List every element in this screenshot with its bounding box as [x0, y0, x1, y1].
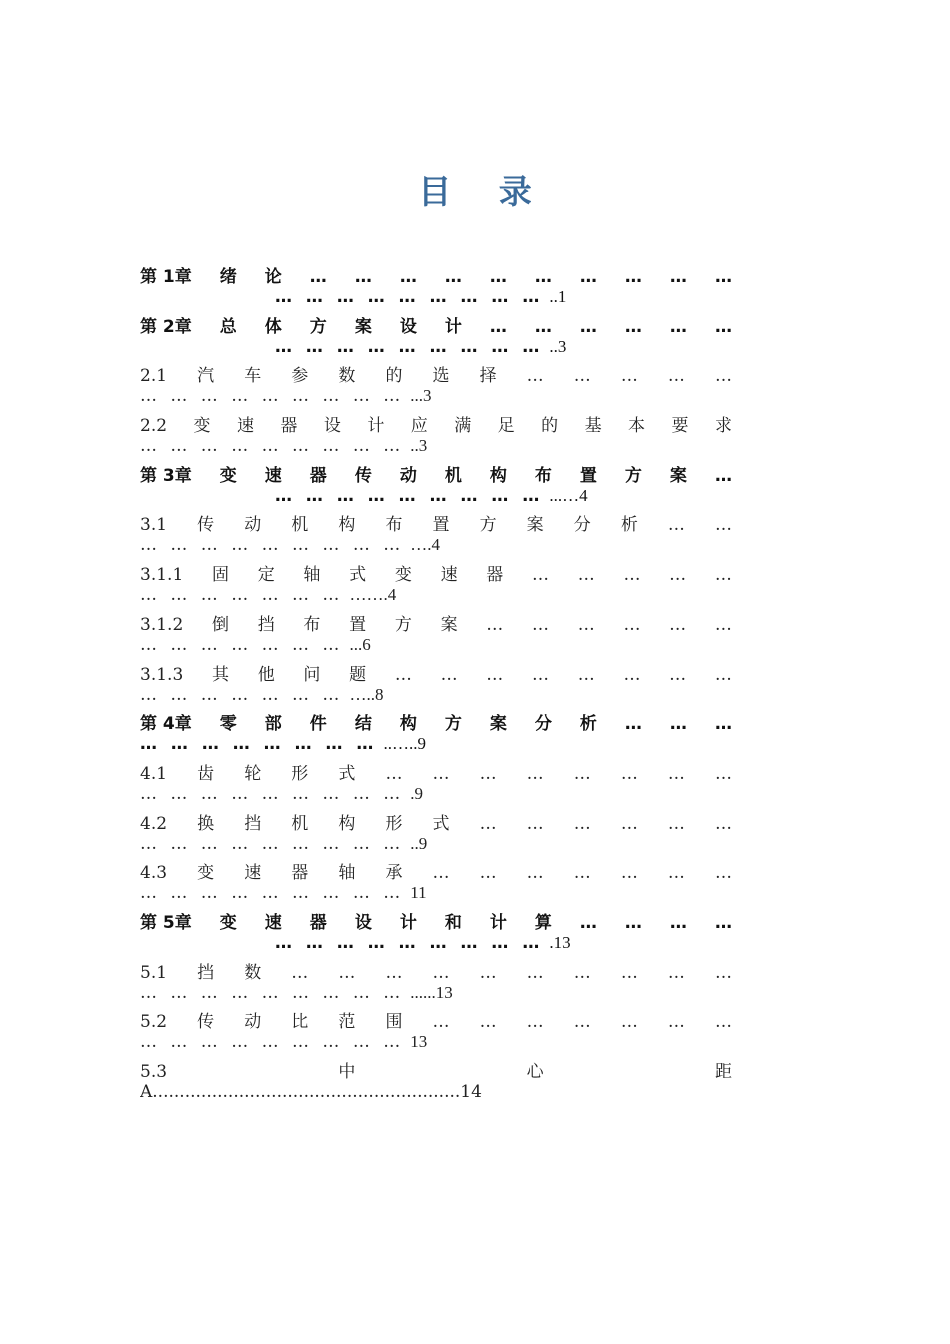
toc-entry-title-char: 方 [444, 714, 462, 734]
leader-dots: … [526, 813, 544, 833]
leader-dots: … [440, 664, 458, 684]
toc-entry-title-char: 轮 [244, 763, 262, 783]
leader-dots: … [620, 366, 638, 386]
toc-entry-title-char: 足 [497, 416, 515, 436]
toc-entry-title-char: 结 [354, 714, 372, 734]
toc-entry-number: 3.1.2 [140, 614, 184, 634]
leader-dots: … [486, 614, 504, 634]
toc-entry-number: 第 5章 [140, 912, 192, 932]
toc-entry-line [140, 883, 732, 907]
toc-entry-title-char: 构 [338, 813, 356, 833]
toc-entry-title-char: 汽 [197, 366, 215, 386]
leader-dots: … [667, 962, 685, 982]
leader-dots: … … … … … … … … … [140, 982, 405, 1003]
leader-dots: … [579, 912, 597, 932]
leader-dots: … [532, 614, 550, 634]
toc-entry-title-char: 绪 [219, 267, 237, 286]
leader-dots: … [669, 714, 687, 734]
page-number: ….4 [410, 535, 440, 555]
leader-dots: … [526, 763, 544, 783]
toc-entry-title-char: 距 [714, 1062, 732, 1081]
leader-dots: … [479, 962, 497, 982]
leader-dots: … [620, 863, 638, 883]
toc-entry-title-char: 设 [323, 416, 341, 436]
toc-entry-number: 3.1.3 [140, 664, 184, 684]
toc-entry-line [140, 585, 732, 609]
toc-entry-title-char: 的 [541, 416, 559, 436]
toc-entry-line [140, 535, 732, 559]
leader-dots: … [620, 763, 638, 783]
leader-dots: … [432, 962, 450, 982]
leader-dots: … … … … … … … [140, 684, 344, 705]
toc-entry-title-char: 方 [309, 316, 327, 336]
toc-entry-title-char: 范 [338, 1012, 356, 1032]
toc-entry-line [140, 1057, 732, 1081]
toc-entry-line [140, 436, 732, 460]
leader-dots: … [714, 912, 732, 932]
leader-dots: … [714, 565, 732, 585]
toc-entry-title-char: 器 [280, 416, 298, 436]
leader-dots: … [714, 614, 732, 634]
toc-entry-title-char: 设 [354, 912, 372, 932]
leader-dots: … … … … … … … … … [140, 783, 405, 804]
toc-entry-title-char: 案 [669, 465, 687, 485]
leader-dots: … [620, 813, 638, 833]
toc-entry-title-char: 析 [620, 515, 638, 535]
leader-dots: … [532, 565, 550, 585]
page-number: .9 [410, 783, 423, 803]
toc-entry-title-char: 动 [244, 515, 262, 535]
leader-dots: … … … … … … … … … [275, 336, 544, 357]
leader-dots: … [479, 763, 497, 783]
toc-entry-title-char: 速 [244, 863, 262, 883]
leader-dots: … [667, 1012, 685, 1032]
toc-entry-number: 第 3章 [140, 465, 192, 485]
toc-entry-title-char: 变 [219, 465, 237, 485]
toc-entry-title-char: 挡 [257, 614, 275, 634]
page-number: …….4 [349, 585, 397, 605]
page-number: ...…4 [549, 485, 588, 505]
leader-dots: … [479, 1012, 497, 1032]
toc-entry-title-char: 形 [291, 763, 309, 783]
toc-entry-title-char: 方 [479, 515, 497, 535]
toc-entry-line [140, 1007, 732, 1031]
toc-entry-line [140, 560, 732, 584]
toc-entry-title-char: 布 [303, 614, 321, 634]
toc-entry-line [140, 287, 732, 311]
leader-dots: … [573, 813, 591, 833]
leader-dots: … … … … … … … [140, 634, 344, 655]
leader-dots: … [624, 912, 642, 932]
toc-entry-title-char: 变 [197, 863, 215, 883]
toc-entry-line [140, 958, 732, 982]
leader-dots: … [579, 316, 597, 336]
leader-dots: … … … … … … … [140, 585, 344, 606]
leader-dots: … [479, 863, 497, 883]
toc-entry-number: 4.2 [140, 813, 168, 833]
toc-entry-title-char: 变 [193, 416, 211, 436]
toc-entry-line [140, 834, 732, 858]
toc-entry-number: 5.3 [140, 1062, 168, 1081]
leader-dots: … [714, 515, 732, 535]
toc-entry-line [140, 411, 732, 435]
toc-entry-line [140, 685, 732, 709]
toc-entry-title-char: 问 [303, 664, 321, 684]
toc-entry-line [140, 1032, 732, 1056]
toc-entry-title-char: 形 [385, 813, 403, 833]
toc-entry-title-char: 传 [354, 465, 372, 485]
toc-entry[interactable] [140, 958, 732, 1008]
leader-dots: … [667, 813, 685, 833]
toc-entry-line [140, 908, 732, 932]
leader-dots: … [573, 962, 591, 982]
leader-dots: … [624, 267, 642, 286]
page-number: ..3 [410, 436, 428, 456]
leader-dots: … [309, 267, 327, 286]
toc-entry-title-char: 其 [211, 664, 229, 684]
leader-dots: … [624, 714, 642, 734]
leader-dots: … [623, 565, 641, 585]
toc-entry-line [140, 312, 732, 336]
leader-dots: … [394, 664, 412, 684]
toc-entry-title-char: 案 [440, 614, 458, 634]
leader-dots: … [577, 664, 595, 684]
toc-entry-title-char: 变 [394, 565, 412, 585]
toc-entry[interactable] [140, 560, 732, 610]
toc-entry-title-char: 要 [671, 416, 689, 436]
toc-entry-title-char: 件 [309, 714, 327, 734]
toc-entry-title-char: 他 [257, 664, 275, 684]
toc-entry-title-char: 速 [440, 565, 458, 585]
toc-entry-title-char: 承 [385, 863, 403, 883]
toc-entry-title-char: 构 [338, 515, 356, 535]
toc-entry-line [140, 1082, 732, 1106]
toc-entry-title-char: 布 [534, 465, 552, 485]
table-of-contents [140, 262, 732, 1107]
leader-dots: … [534, 316, 552, 336]
toc-entry-number: 3.1 [140, 515, 168, 535]
leader-dots: … … … … … … … … … [140, 535, 405, 556]
toc-entry-title-char: 器 [486, 565, 504, 585]
leader-dots: … [489, 316, 507, 336]
toc-entry-continuation: A.........................................................14 [140, 1082, 482, 1102]
page-number: 11 [410, 883, 427, 903]
toc-entry-line [140, 635, 732, 659]
toc-entry-title-char: 机 [291, 813, 309, 833]
toc-entry-title-char: 的 [385, 366, 403, 386]
toc-entry-line [140, 461, 732, 485]
toc-entry-title-char: 零 [219, 714, 237, 734]
leader-dots: … [338, 962, 356, 982]
toc-entry-line [140, 809, 732, 833]
toc-entry-title-char: 分 [573, 515, 591, 535]
toc-entry-title-char: 机 [291, 515, 309, 535]
toc-entry[interactable] [140, 461, 732, 511]
leader-dots: … [624, 316, 642, 336]
leader-dots: … [573, 763, 591, 783]
toc-entry-number: 第 4章 [140, 714, 192, 734]
toc-entry-line [140, 983, 732, 1007]
leader-dots: … … … … … … … … … [275, 932, 544, 953]
toc-entry-title-char: 计 [367, 416, 385, 436]
leader-dots: … [577, 565, 595, 585]
page-number: ..…..9 [383, 734, 426, 754]
toc-entry-title-char: 固 [211, 565, 229, 585]
toc-entry-title-char: 器 [309, 912, 327, 932]
leader-dots: … … … … … … … … … [140, 1032, 405, 1053]
leader-dots: … [573, 366, 591, 386]
leader-dots: … [714, 714, 732, 734]
toc-entry-line [140, 759, 732, 783]
toc-entry-title-char: 方 [394, 614, 412, 634]
toc-entry-title-char: 器 [291, 863, 309, 883]
toc-entry-title-char: 挡 [197, 962, 215, 982]
leader-dots: … [669, 316, 687, 336]
toc-entry[interactable] [140, 1057, 732, 1107]
leader-dots: … [573, 863, 591, 883]
leader-dots: … [573, 1012, 591, 1032]
toc-entry-title-char: 心 [526, 1062, 544, 1081]
toc-entry-title-char: 方 [624, 465, 642, 485]
toc-entry-title-char: 数 [338, 366, 356, 386]
toc-entry[interactable] [140, 610, 732, 660]
toc-entry-title-char: 机 [444, 465, 462, 485]
leader-dots: … [667, 515, 685, 535]
leader-dots: … [623, 614, 641, 634]
leader-dots: … [291, 962, 309, 982]
toc-entry-title-char: 数 [244, 962, 262, 982]
leader-dots: … [486, 664, 504, 684]
leader-dots: … [479, 813, 497, 833]
toc-entry-title-char: 置 [579, 465, 597, 485]
leader-dots: … … … … … … … … … [140, 436, 405, 457]
toc-entry[interactable] [140, 809, 732, 859]
leader-dots: … … … … … … … … … [275, 287, 544, 307]
leader-dots: … … … … … … … … … [275, 485, 544, 506]
leader-dots: … [526, 366, 544, 386]
leader-dots: … [532, 664, 550, 684]
toc-entry[interactable] [140, 858, 732, 908]
page-number: ...6 [349, 634, 371, 654]
toc-entry[interactable] [140, 510, 732, 560]
leader-dots: … [385, 962, 403, 982]
toc-entry[interactable] [140, 361, 732, 411]
page-number: 13 [410, 1032, 428, 1052]
leader-dots: … [623, 664, 641, 684]
leader-dots: … [714, 664, 732, 684]
toc-entry-title-char: 分 [534, 714, 552, 734]
toc-entry-title-char: 析 [579, 714, 597, 734]
toc-entry-number: 5.1 [140, 962, 168, 982]
toc-entry-title-char: 计 [444, 316, 462, 336]
toc-entry-title-char: 选 [432, 366, 450, 386]
toc-entry-line [140, 361, 732, 385]
toc-entry-title-char: 式 [432, 813, 450, 833]
toc-entry[interactable] [140, 908, 732, 958]
toc-entry[interactable] [140, 759, 732, 809]
leader-dots: … [669, 565, 687, 585]
toc-entry-title-char: 倒 [211, 614, 229, 634]
leader-dots: … [526, 1012, 544, 1032]
leader-dots: … [714, 813, 732, 833]
toc-entry-title-char: 置 [432, 515, 450, 535]
toc-entry-title-char: 参 [291, 366, 309, 386]
leader-dots: … [714, 1012, 732, 1032]
toc-entry-title-char: 计 [489, 912, 507, 932]
toc-entry-line [140, 386, 732, 410]
toc-entry-title-char: 计 [399, 912, 417, 932]
toc-entry-number: 4.3 [140, 863, 168, 883]
toc-entry-title-char: 轴 [303, 565, 321, 585]
page-number: ...3 [410, 386, 432, 406]
leader-dots: … [669, 912, 687, 932]
toc-entry-title-char: 题 [349, 664, 367, 684]
toc-entry-title-char: 传 [197, 515, 215, 535]
leader-dots: … [399, 267, 417, 286]
toc-entry-title-char: 动 [244, 1012, 262, 1032]
toc-entry[interactable] [140, 411, 732, 461]
toc-entry-title-char: 速 [264, 465, 282, 485]
toc-entry-line [140, 734, 732, 758]
toc-entry-title-char: 构 [399, 714, 417, 734]
leader-dots: … [669, 664, 687, 684]
toc-entry-title-char: 换 [197, 813, 215, 833]
leader-dots: … [489, 267, 507, 286]
leader-dots: … [577, 614, 595, 634]
toc-entry-title-char: 和 [444, 912, 462, 932]
toc-entry-title-char: 定 [257, 565, 275, 585]
toc-entry-title-char: 式 [338, 763, 356, 783]
toc-entry-title-char: 案 [489, 714, 507, 734]
toc-entry-title-char: 围 [385, 1012, 403, 1032]
toc-entry-title-char: 速 [236, 416, 254, 436]
toc-entry-number: 4.1 [140, 763, 168, 783]
leader-dots: … [714, 316, 732, 336]
toc-entry-title-char: 择 [479, 366, 497, 386]
toc-entry-line [140, 709, 732, 733]
toc-entry-number: 2.1 [140, 366, 168, 386]
page-number: …..8 [349, 684, 384, 704]
toc-entry-line [140, 933, 732, 957]
toc-entry-title-char: 式 [349, 565, 367, 585]
leader-dots: … [620, 1012, 638, 1032]
leader-dots: … [714, 863, 732, 883]
page-number: ......13 [410, 982, 453, 1002]
leader-dots: … [432, 1012, 450, 1032]
toc-entry[interactable] [140, 1007, 732, 1057]
toc-entry-title-char: 案 [526, 515, 544, 535]
leader-dots: … [669, 614, 687, 634]
page-number: ..9 [410, 833, 428, 853]
page-number: ..3 [549, 336, 567, 356]
leader-dots: … [432, 863, 450, 883]
toc-entry-title-char: 传 [197, 1012, 215, 1032]
leader-dots: … … … … … … … … [140, 734, 378, 755]
toc-entry-title-char: 构 [489, 465, 507, 485]
toc-entry-title-char: 应 [410, 416, 428, 436]
toc-entry-title-char: 布 [385, 515, 403, 535]
toc-entry[interactable] [140, 660, 732, 710]
toc-entry-number: 3.1.1 [140, 565, 184, 585]
leader-dots: … [432, 763, 450, 783]
page-title: 目 录 [418, 172, 550, 211]
toc-entry-title-char: 轴 [338, 863, 356, 883]
toc-entry-line [140, 660, 732, 684]
toc-entry-number: 第 1章 [140, 267, 192, 286]
toc-entry-title-char: 基 [584, 416, 602, 436]
leader-dots: … [620, 962, 638, 982]
leader-dots: … [526, 863, 544, 883]
toc-entry-title-char: 动 [399, 465, 417, 485]
leader-dots: … [714, 366, 732, 386]
toc-entry-title-char: 总 [219, 316, 237, 336]
leader-dots: … [444, 267, 462, 286]
leader-dots: … … … … … … … … … [140, 883, 405, 904]
toc-entry-title-char: 车 [244, 366, 262, 386]
toc-entry-title-char: 器 [309, 465, 327, 485]
leader-dots: … [579, 267, 597, 286]
toc-entry-title-char: 求 [714, 416, 732, 436]
leader-dots: … … … … … … … … … [140, 833, 405, 854]
toc-entry-number: 2.2 [140, 416, 168, 436]
toc-entry-title-char: 部 [264, 714, 282, 734]
leader-dots: … [534, 267, 552, 286]
toc-entry-title-char: 设 [399, 316, 417, 336]
leader-dots: … [526, 962, 544, 982]
leader-dots: … [714, 962, 732, 982]
toc-entry-line [140, 784, 732, 808]
leader-dots: … [667, 763, 685, 783]
toc-entry-line [140, 486, 732, 510]
leader-dots: … [714, 267, 732, 286]
toc-entry-line [140, 337, 732, 361]
leader-dots: … [385, 763, 403, 783]
leader-dots: … [714, 763, 732, 783]
leader-dots: … [667, 863, 685, 883]
leader-dots: … [669, 267, 687, 286]
toc-entry-title-char: 比 [291, 1012, 309, 1032]
leader-dots: … … … … … … … … … [140, 386, 405, 407]
toc-entry-title-char: 本 [628, 416, 646, 436]
toc-entry[interactable] [140, 312, 732, 362]
toc-entry-title-char: 体 [264, 316, 282, 336]
toc-entry-title-char: 变 [219, 912, 237, 932]
toc-entry-title-char: 置 [349, 614, 367, 634]
toc-entry-number: 5.2 [140, 1012, 168, 1032]
toc-entry-line [140, 610, 732, 634]
toc-entry[interactable] [140, 262, 732, 312]
leader-dots: … [354, 267, 372, 286]
toc-entry-title-char: 算 [534, 912, 552, 932]
toc-entry-number: 第 2章 [140, 316, 192, 336]
page-number: ..1 [549, 287, 567, 306]
toc-entry-title-char: 齿 [197, 763, 215, 783]
toc-entry-title-char: 挡 [244, 813, 262, 833]
toc-entry-title-char: 论 [264, 267, 282, 286]
page-number: .13 [549, 932, 571, 952]
toc-entry-line [140, 510, 732, 534]
toc-entry-title-char: 速 [264, 912, 282, 932]
toc-entry-title-char: 中 [338, 1062, 356, 1081]
leader-dots: … [714, 465, 732, 485]
toc-entry-title-char: 案 [354, 316, 372, 336]
toc-entry-title-char: 满 [454, 416, 472, 436]
leader-dots: … [667, 366, 685, 386]
toc-entry-line [140, 262, 732, 286]
toc-entry[interactable] [140, 709, 732, 759]
toc-entry-line [140, 858, 732, 882]
